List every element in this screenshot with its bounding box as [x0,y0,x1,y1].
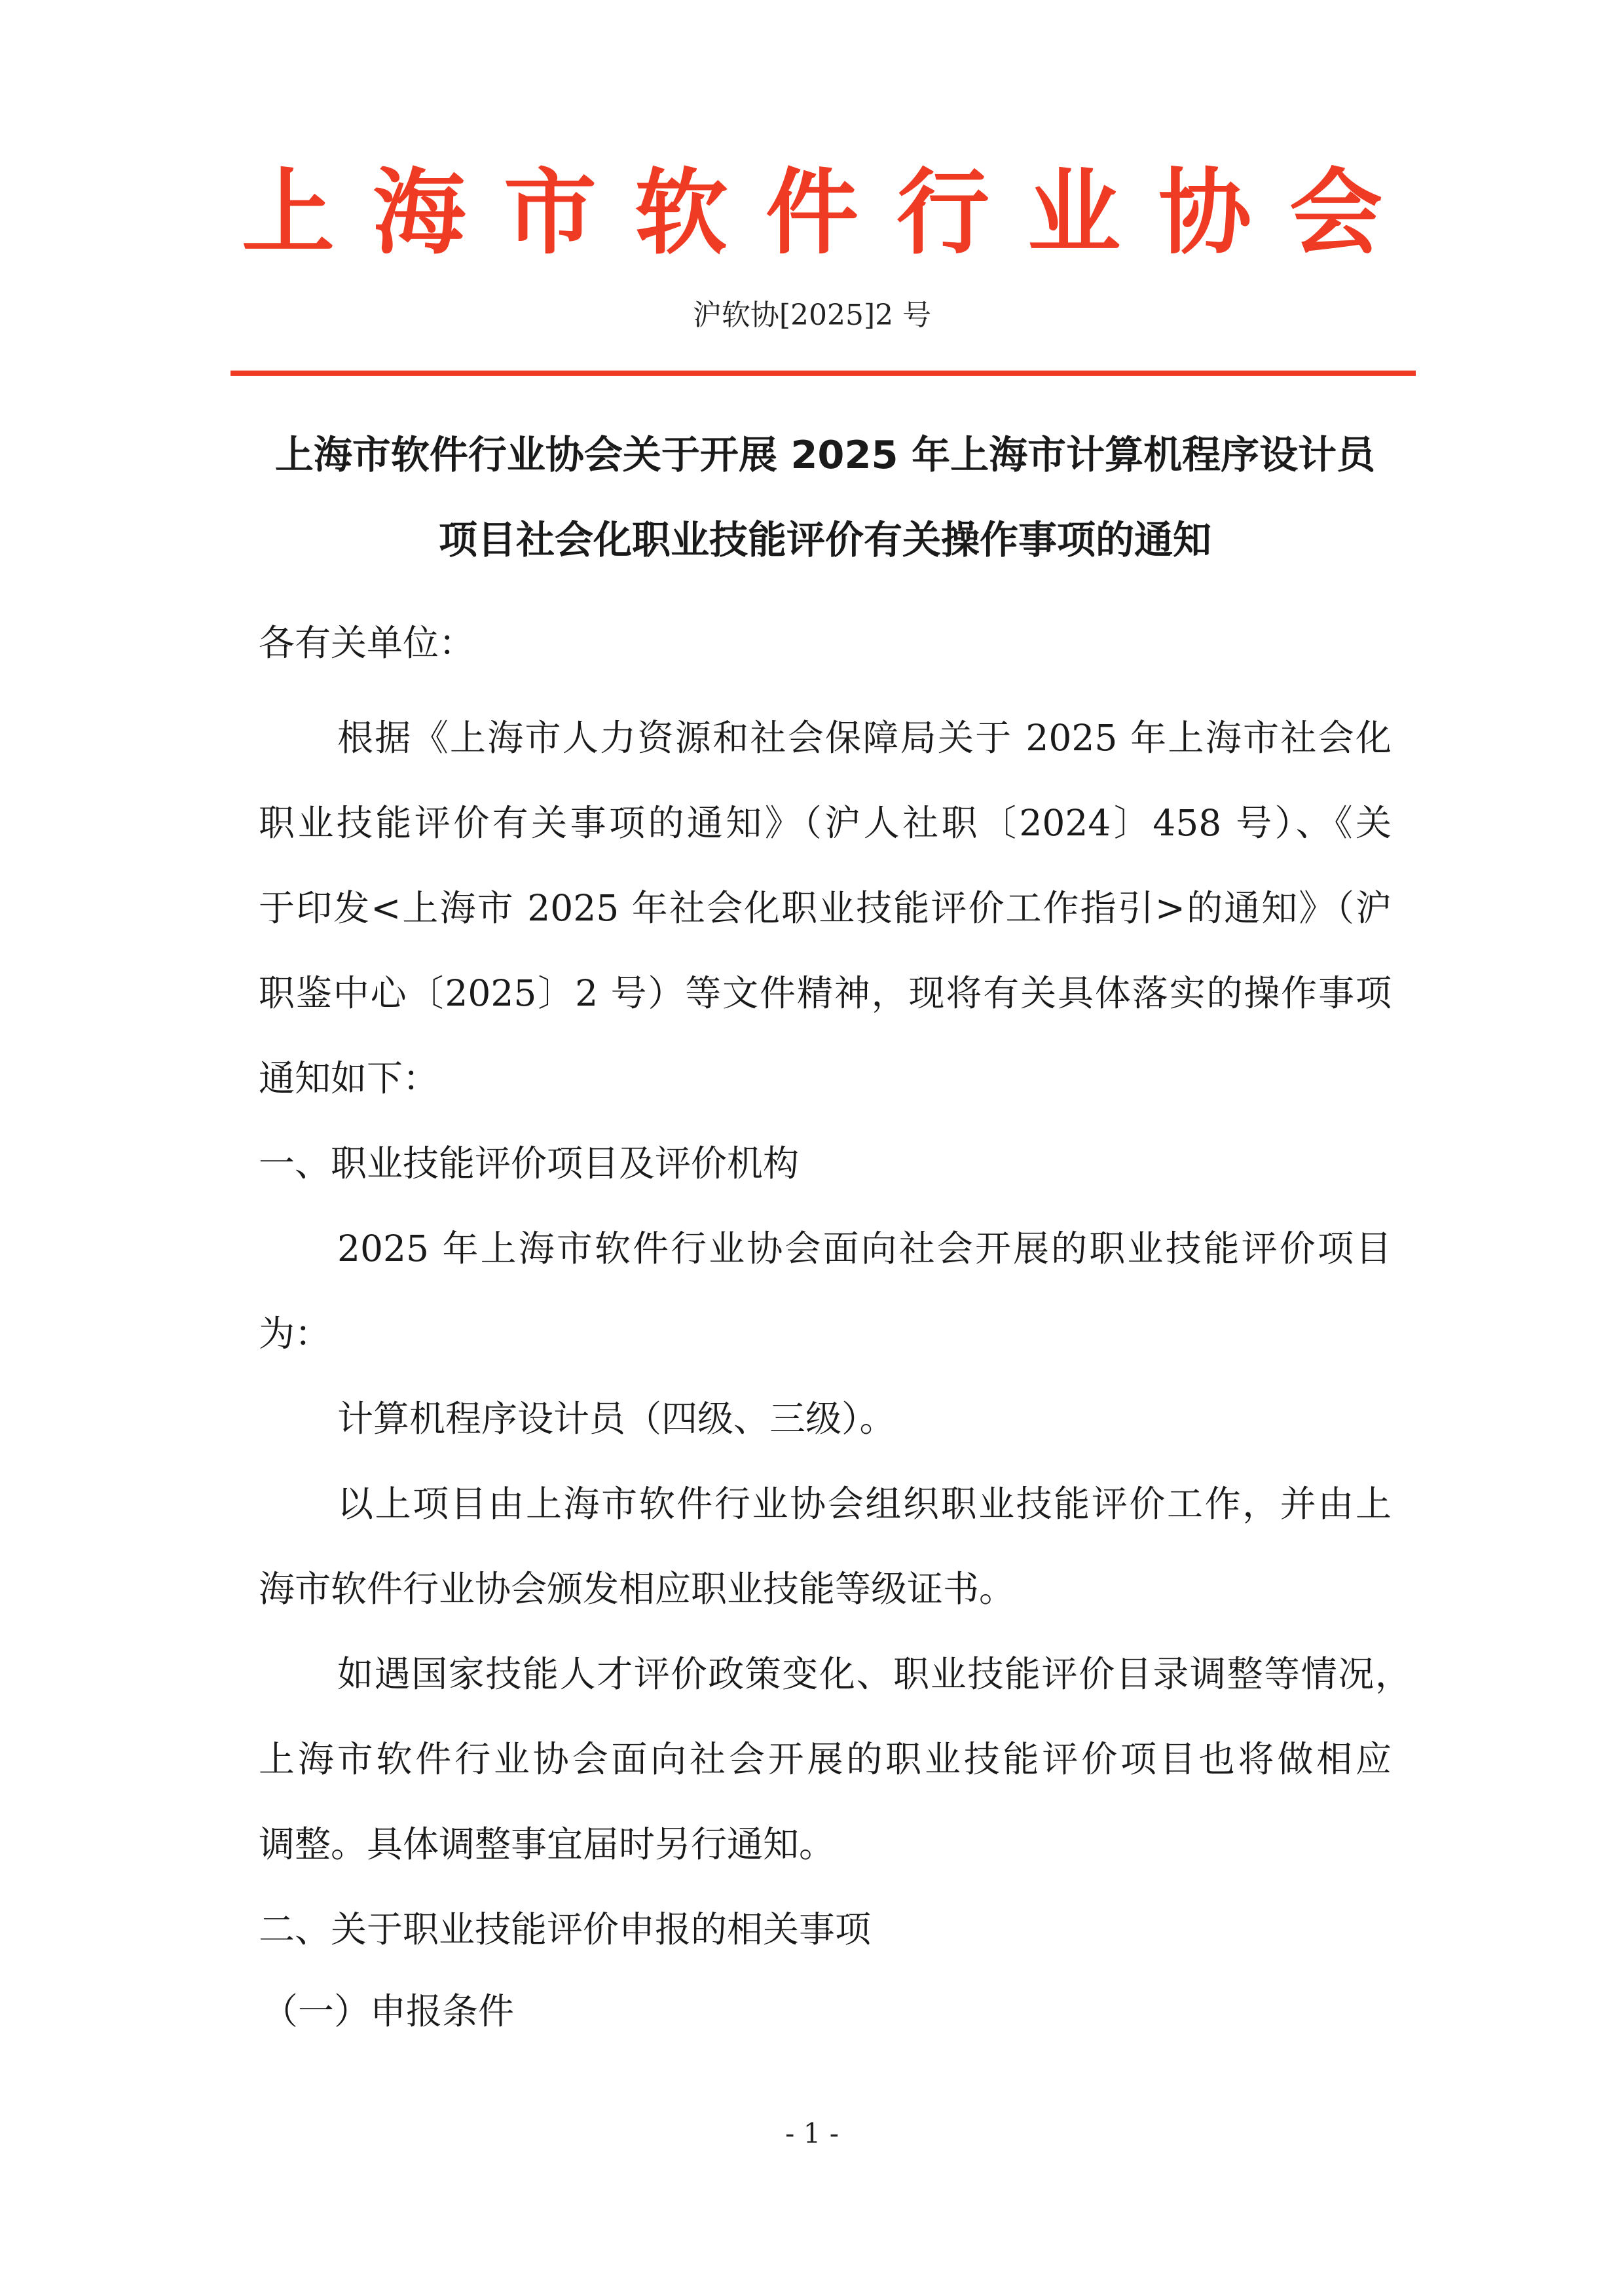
section-2-heading: 二、关于职业技能评价申报的相关事项 [259,1908,872,1950]
paragraph-5-line-3: 调整。具体调整事宜届时另行通知。 [259,1823,836,1865]
paragraph-4-line-1: 以上项目由上海市软件行业协会组织职业技能评价工作，并由上 [337,1483,1392,1525]
paragraph-2-line-1: 2025 年上海市软件行业协会面向社会开展的职业技能评价项目 [337,1228,1392,1269]
salutation: 各有关单位： [259,622,475,664]
paragraph-5-line-1: 如遇国家技能人才评价政策变化、职业技能评价目录调整等情况， [337,1653,1411,1695]
document-title [236,412,1414,583]
paragraph-1-line-1: 根据《上海市人力资源和社会保障局关于 2025 年上海市社会化 [337,717,1392,759]
paragraph-1-line-3: 于印发<上海市 2025 年社会化职业技能评价工作指引>的通知》（沪 [259,887,1392,929]
paragraph-1-line-5: 通知如下： [259,1057,439,1099]
paragraph-2-line-2: 为： [259,1313,331,1355]
section-1-heading: 一、职业技能评价项目及评价机构 [259,1142,800,1184]
page-number: - 1 - [785,2117,839,2149]
red-header-divider [231,371,1416,376]
document-number: 沪软协[2025]2 号 [692,299,932,332]
paragraph-1-line-2: 职业技能评价有关事项的通知》（沪人社职〔2024〕458 号）、《关 [259,802,1392,844]
paragraph-4-line-2: 海市软件行业协会颁发相应职业技能等级证书。 [259,1568,1016,1610]
organization-name-header: 上海市软件行业协会 [242,159,1420,267]
subsection-1-heading: （一）申报条件 [262,1990,515,2032]
paragraph-3: 计算机程序设计员（四级、三级）。 [337,1398,896,1440]
document-title-line-2: 项目社会化职业技能评价有关操作事项的通知 [438,517,1211,562]
document-title-line-1: 上海市软件行业协会关于开展 2025 年上海市计算机程序设计员 [274,432,1376,477]
paragraph-5-line-2: 上海市软件行业协会面向社会开展的职业技能评价项目也将做相应 [259,1738,1392,1780]
paragraph-1-line-4: 职鉴中心〔2025〕2 号）等文件精神，现将有关具体落实的操作事项 [259,972,1392,1014]
